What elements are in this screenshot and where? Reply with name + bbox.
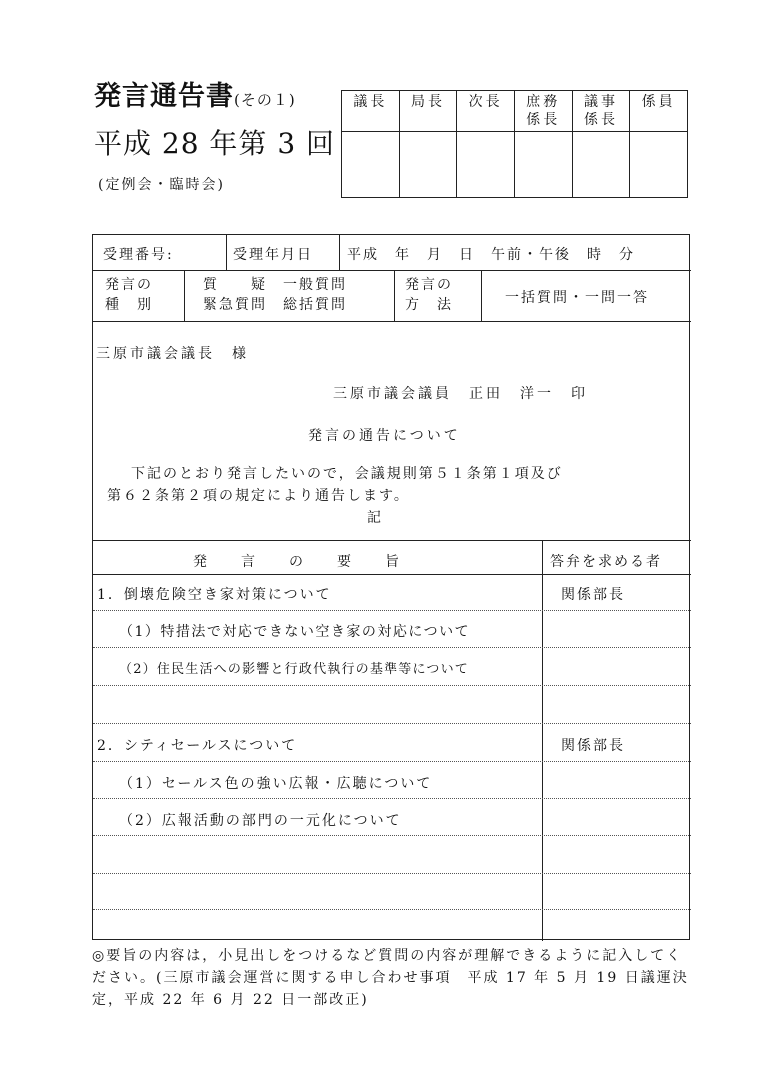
title-suffix: (その１): [234, 91, 296, 109]
approval-role: 次長: [457, 91, 515, 132]
receipt-date-label: 受理年月日: [233, 247, 313, 263]
subject: 発言の通告について: [308, 428, 461, 444]
item-answerer[interactable]: 関係部長: [561, 587, 625, 603]
document-title: [94, 74, 296, 113]
column-answerer-header: 答弁を求める者: [550, 554, 662, 570]
stamp-box[interactable]: [342, 132, 400, 198]
column-summary-header: 発 言 の 要 旨: [193, 554, 401, 570]
speech-method-label: 発言の 方 法: [405, 277, 453, 313]
stamp-box[interactable]: [514, 132, 572, 198]
item-summary[interactable]: （1）特措法で対応できない空き家の対応について: [119, 624, 471, 640]
item-answerer[interactable]: 関係部長: [561, 738, 625, 754]
title-main: 発言通告書: [94, 81, 234, 112]
item-summary[interactable]: （2）住民生活への影響と行政代執行の基準等について: [119, 662, 470, 677]
approval-role: 議長: [342, 91, 400, 132]
item-summary[interactable]: 1．倒壊危険空き家対策について: [97, 587, 332, 603]
approval-role: [514, 91, 572, 132]
ki-mark: 記: [367, 510, 384, 526]
approval-role: 係員: [630, 91, 688, 132]
footnote: ◎要旨の内容は，小見出しをつけるなど質問の内容が理解できるように記入してください。(三原市議会運営に関する申し合わせ事項 平成 17 年 5 月 19 日議運決定，平成 22 年 6 月 22 日一部改正): [92, 948, 689, 1008]
approval-role: [572, 91, 630, 132]
speech-kind-label: 発言の 種 別: [105, 277, 153, 313]
notice-form: [92, 234, 690, 940]
stamp-box[interactable]: [630, 132, 688, 198]
item-summary[interactable]: 2．シティセールスについて: [97, 738, 298, 754]
speech-kind-options[interactable]: 質 疑 一般質問 緊急質問 総括質問: [203, 277, 347, 313]
sender: 三原市議会議員 正田 洋一 印: [333, 386, 588, 402]
item-summary[interactable]: （1）セールス色の強い広報・広聴について: [119, 776, 433, 792]
addressee: 三原市議会議長 様: [96, 346, 249, 362]
approval-stamp-table: [341, 90, 688, 198]
receipt-number-label: 受理番号:: [103, 247, 174, 263]
stamp-box[interactable]: [572, 132, 630, 198]
stamp-box[interactable]: [399, 132, 457, 198]
session-kind: (定例会・臨時会): [98, 177, 225, 193]
receipt-date-value[interactable]: 平成 年 月 日 午前・午後 時 分: [347, 247, 635, 263]
body-line-1: 下記のとおり発言したいので，会議規則第５１条第１項及び: [131, 466, 563, 482]
approval-role-text: 議事 係長: [583, 94, 618, 128]
approval-role: 局長: [399, 91, 457, 132]
item-summary[interactable]: （2）広報活動の部門の一元化について: [119, 813, 402, 829]
speech-method-options[interactable]: 一括質問・一問一答: [505, 290, 649, 306]
approval-role-text: 庶務 係長: [526, 94, 561, 128]
stamp-box[interactable]: [457, 132, 515, 198]
body-line-2: 第６２条第２項の規定により通告します。: [107, 488, 410, 504]
session-label: 平成 28 年第 3 回: [94, 127, 336, 160]
